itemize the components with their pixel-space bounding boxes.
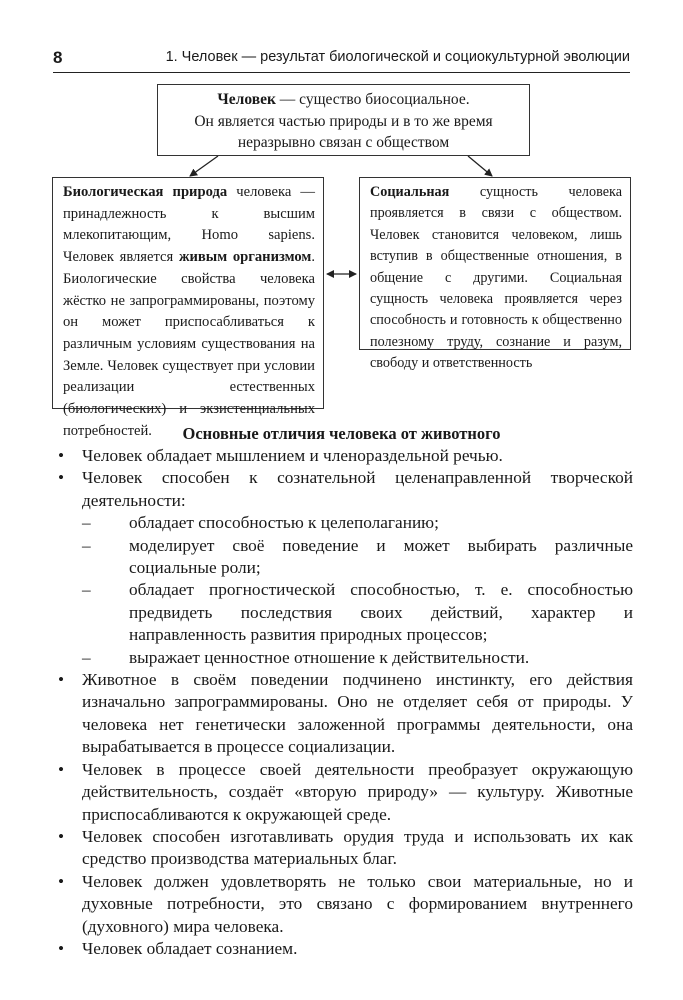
human-definition-box [157, 84, 530, 156]
biological-nature-term: Биологическая природа [63, 184, 228, 200]
human-term: Человек [217, 91, 276, 108]
bullet: • [58, 826, 65, 846]
list-item: • Человек должен удовлетворять не только свои материальные, но и духовные потребности, это связано с формированием внутреннего (духовного) мира человека. [58, 871, 633, 936]
sub-list-item: – моделирует своё поведение и может выбирать различные социальные роли; [82, 535, 633, 578]
arrow-to-social [468, 156, 492, 176]
list-item: • Человек в процессе своей деятельности преобразует окружающую действительность, создаёт «вторую природу» — культуру. Животные приспосабливаются к окружающей среде. [58, 759, 633, 824]
bullet: • [58, 938, 65, 958]
list-item: • Животное в своём поведении подчинено инстинкту, его действия изначально запрограммированы. Оно не отделяет себя от природы. У человека нет генетически заложенной программы деятельности, она вырабатывается в процессе социализации. [58, 670, 633, 757]
running-title: 1. Человек — результат биологической и социокультурной эволюции [165, 49, 630, 65]
biological-text-1: человека — принадлежность к высшим млекопитающим, Homo sapiens. Человек является [63, 184, 315, 266]
dash: – [82, 580, 91, 600]
differences-list [58, 445, 633, 960]
sub-list-item: – выражает ценностное отношение к действительности. [82, 647, 633, 669]
arrow-to-biological [190, 156, 218, 176]
social-essence-text: сущность человека проявляется в связи с обществом. Человек становится человеком, лишь вступив в общественные отношения, в общение с другими. Социальная сущность человека проявляется через способность и готовность к общественно полезному труду, сознание и разум, свободу и ответственность [370, 184, 622, 372]
human-definition-line3: неразрывно связан с обществом [237, 134, 450, 151]
list-item: • Человек способен изготавливать орудия труда и использовать их как средство производства материальных благ. [58, 826, 633, 869]
living-organism-term: живым организмом [178, 249, 312, 266]
biological-text-2: . Биологические свойства человека жёстко не запрограммированы, поэтому он может приспосабливаться к различным условиям существования на Земле. Человек существует при условии реализации естественных (биологических) и экзистенциальных потребностей. [63, 249, 316, 439]
biological-nature-box [52, 177, 324, 439]
bullet: • [58, 446, 65, 465]
list-item: • Человек обладает сознанием. [58, 938, 633, 960]
section-title: Основные отличия человека от животного [182, 424, 501, 443]
dash: – [82, 647, 91, 667]
dash: – [82, 513, 91, 533]
page-number: 8 [53, 48, 63, 67]
human-definition: — существо биосоциальное. [275, 91, 470, 108]
social-essence-box [359, 177, 631, 372]
bullet: • [58, 468, 65, 488]
bullet: • [58, 871, 65, 891]
list-item: • Человек обладает мышлением и членораздельной речью. [58, 445, 633, 467]
sub-list [82, 512, 633, 669]
sub-list-item: – обладает прогностической способностью, т. е. способностью предвидеть последствия своих действий, характер и направленность развития природных процессов; [82, 580, 633, 645]
list-item: • Человек способен к сознательной целенаправленной творческой деятельности: – обладает способностью к целеполаганию; – моделирует своё поведение и может выбирать различные социальные роли; – обладает прогностической способностью, т. е. способностью предвидеть последствия своих действий, характер и направленность развития природных процессов; – выражает ценностное отношение к действительности. [58, 467, 633, 669]
bullet: • [58, 670, 65, 690]
social-essence-term: Социальная [370, 184, 450, 200]
dash: – [82, 535, 91, 555]
human-definition-line2: Он является частью природы и в то же время [194, 112, 493, 130]
sub-list-item: – обладает способностью к целеполаганию; [82, 512, 633, 534]
bullet: • [58, 759, 65, 779]
